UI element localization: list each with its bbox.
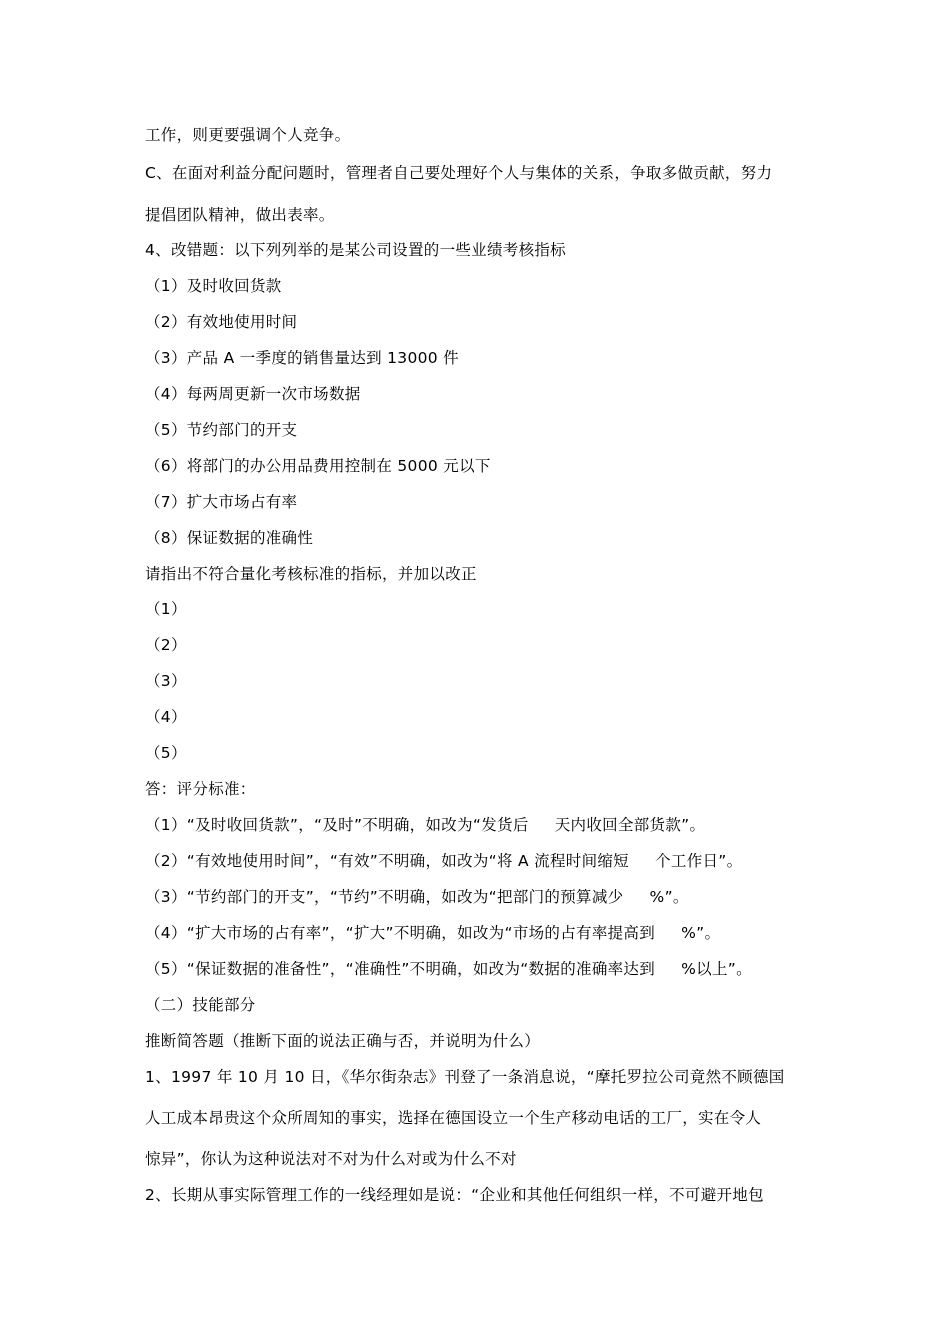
indicator-item: （3）产品 A 一季度的销售量达到 13000 件 (145, 349, 459, 367)
blank-answer-item: （2） (145, 636, 187, 654)
blank-answer-item: （3） (145, 672, 187, 690)
blank-answer-item: （4） (145, 708, 187, 726)
question-2-line: 2、长期从事实际管理工作的一线经理如是说：“企业和其他任何组织一样，不可避开地包 (145, 1186, 764, 1204)
indicator-item: （7）扩大市场占有率 (145, 493, 298, 511)
answer-item: （4）“扩大市场的占有率”，“扩大”不明确，如改为“市场的占有率提高到 %”。 (145, 924, 721, 942)
question-1-line: 人工成本昂贵这个众所周知的事实，选择在德国设立一个生产移动电话的工厂，实在令人 (145, 1109, 762, 1127)
blank-answer-item: （5） (145, 744, 187, 762)
blank-answer-item: （1） (145, 600, 187, 618)
question-1-line: 惊异”，你认为这种说法对不对为什么对或为什么不对 (145, 1150, 517, 1168)
section-instruction: 推断简答题（推断下面的说法正确与否，并说明为什么） (145, 1032, 541, 1050)
answer-item: （3）“节约部门的开支”，“节约”不明确，如改为“把部门的预算减少 %”。 (145, 888, 689, 906)
indicator-item: （5）节约部门的开支 (145, 421, 298, 439)
text-line: 提倡团队精神，做出表率。 (145, 206, 335, 224)
question-1-line: 1、1997 年 10 月 10 日，《华尔街杂志》刊登了一条消息说，“摩托罗拉公司竟然不顾德国 (145, 1068, 785, 1086)
indicator-item: （4）每两周更新一次市场数据 (145, 385, 361, 403)
answer-item: （2）“有效地使用时间”，“有效”不明确，如改为“将 A 流程时间缩短 个工作日”。 (145, 852, 743, 870)
indicator-item: （1）及时收回货款 (145, 277, 282, 295)
answer-item: （5）“保证数据的准备性”，“准确性”不明确，如改为“数据的准确率达到 %以上”。 (145, 960, 752, 978)
answer-item: （1）“及时收回货款”，“及时”不明确，如改为“发货后 天内收回全部货款”。 (145, 816, 706, 834)
indicator-item: （2）有效地使用时间 (145, 313, 298, 331)
indicator-item: （8）保证数据的准确性 (145, 529, 314, 547)
option-c-line: C、在面对利益分配问题时，管理者自己要处理好个人与集体的关系，争取多做贡献，努力 (145, 164, 773, 182)
text-line: 工作，则更要强调个人竞争。 (145, 126, 351, 144)
section-heading: （二）技能部分 (145, 996, 256, 1014)
answer-heading: 答：评分标准： (145, 780, 256, 798)
instruction-line: 请指出不符合量化考核标准的指标，并加以改正 (145, 565, 477, 583)
question-4-heading: 4、改错题：以下列列举的是某公司设置的一些业绩考核指标 (145, 241, 566, 259)
indicator-item: （6）将部门的办公用品费用控制在 5000 元以下 (145, 457, 491, 475)
